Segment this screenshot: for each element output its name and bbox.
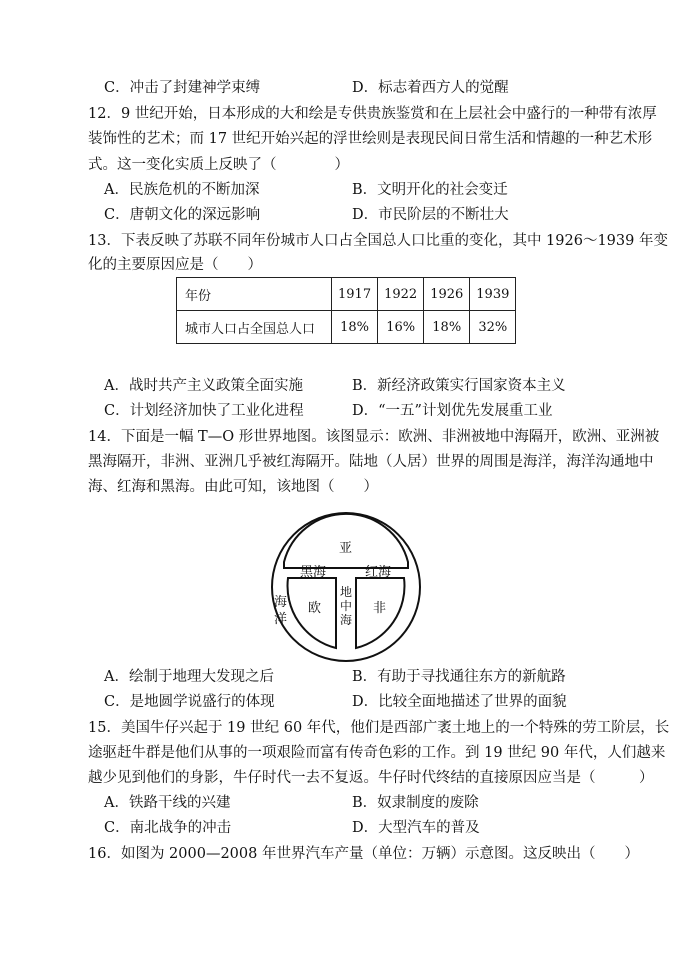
table-cell-ratio: 32%: [470, 311, 516, 344]
q13-option-a: A．战时共产主义政策全面实施: [104, 378, 303, 394]
table-row: [177, 311, 516, 344]
q12-option-a: A．民族危机的不断加深: [104, 182, 260, 198]
q15-option-c: C．南北战争的冲击: [104, 820, 232, 836]
map-label-red-sea: 红海: [365, 565, 392, 580]
table-cell-ratio: 16%: [378, 311, 424, 344]
q11-option-d: D．标志着西方人的觉醒: [352, 80, 509, 96]
table-row: [177, 278, 516, 311]
table-cell-ratio: 18%: [332, 311, 378, 344]
map-label-asia: 亚: [339, 541, 353, 556]
q14-stem-line-3: 海、红海和黑海。由此可知，该地图（ ）: [88, 479, 378, 495]
map-label-mediterranean-1: 地: [340, 585, 353, 599]
q13-option-b: B．新经济政策实行国家资本主义: [352, 378, 566, 394]
q14-option-b: B．有助于寻找通往东方的新航路: [352, 669, 566, 685]
map-label-mediterranean-2: 中: [340, 599, 353, 613]
population-table: [176, 277, 516, 344]
q13-option-c: C．计划经济加快了工业化进程: [104, 403, 304, 419]
map-label-europe: 欧: [308, 601, 322, 616]
table-cell-ratio: 18%: [424, 311, 470, 344]
table-cell-year: 1939: [470, 278, 516, 311]
q16-stem-line-1: 16．如图为 2000—2008 年世界汽车产量（单位：万辆）示意图。这反映出（ ）: [88, 846, 639, 862]
q14-option-c: C．是地圆学说盛行的体现: [104, 694, 275, 710]
q13-stem-line-1: 13．下表反映了苏联不同年份城市人口占全国总人口比重的变化，其中 1926～1939 年变: [88, 233, 668, 249]
q12-stem-line-3: 式。这一变化实质上反映了（ ）: [88, 157, 349, 173]
q15-option-b: B．奴隶制度的废除: [352, 795, 479, 811]
q15-option-d: D．大型汽车的普及: [352, 820, 480, 836]
q15-stem-line-2: 途驱赶牛群是他们从事的一项艰险而富有传奇色彩的工作。到 19 世纪 90 年代，人们越来: [88, 745, 666, 761]
table-row-label-year: 年份: [177, 278, 332, 311]
table-cell-year: 1917: [332, 278, 378, 311]
q15-stem-line-1: 15．美国牛仔兴起于 19 世纪 60 年代，他们是西部广袤土地上的一个特殊的劳工阶层，长: [88, 720, 670, 736]
q12-option-c: C．唐朝文化的深远影响: [104, 207, 261, 223]
q12-stem-line-2: 装饰性的艺术；而 17 世纪开始兴起的浮世绘则是表现民间日常生活和情趣的一种艺术形: [88, 131, 653, 147]
table-row-label-ratio: 城市人口占全国总人口: [177, 311, 332, 344]
table-cell-year: 1926: [424, 278, 470, 311]
q13-stem-line-2: 化的主要原因应是（ ）: [88, 257, 262, 273]
map-label-mediterranean-3: 海: [340, 613, 353, 627]
q14-stem-line-1: 14．下面是一幅 T—O 形世界地图。该图显示：欧洲、非洲被地中海隔开，欧洲、亚洲被: [88, 429, 660, 445]
t-o-world-map: [266, 512, 426, 662]
q12-option-d: D．市民阶层的不断壮大: [352, 207, 509, 223]
map-label-ocean-1: 海: [274, 595, 288, 610]
q14-option-d: D．比较全面地描述了世界的面貌: [352, 694, 567, 710]
q12-stem-line-1: 12．9 世纪开始，日本形成的大和绘是专供贵族鉴赏和在上层社会中盛行的一种带有浓厚: [88, 106, 657, 122]
table-cell-year: 1922: [378, 278, 424, 311]
q14-stem-line-2: 黑海隔开，非洲、亚洲几乎被红海隔开。陆地（人居）世界的周围是海洋，海洋沟通地中: [88, 454, 654, 470]
q15-stem-line-3: 越少见到他们的身影，牛仔时代一去不复返。牛仔时代终结的直接原因应当是（ ）: [88, 770, 654, 786]
map-label-black-sea: 黑海: [300, 565, 327, 580]
map-label-ocean-2: 洋: [274, 612, 288, 627]
map-label-africa: 非: [373, 601, 387, 616]
q14-option-a: A．绘制于地理大发现之后: [104, 669, 274, 685]
q13-option-d: D．“一五”计划优先发展重工业: [352, 403, 553, 419]
q15-option-a: A．铁路干线的兴建: [104, 795, 231, 811]
q12-option-b: B．文明开化的社会变迁: [352, 182, 508, 198]
q11-option-c: C．冲击了封建神学束缚: [104, 80, 261, 96]
